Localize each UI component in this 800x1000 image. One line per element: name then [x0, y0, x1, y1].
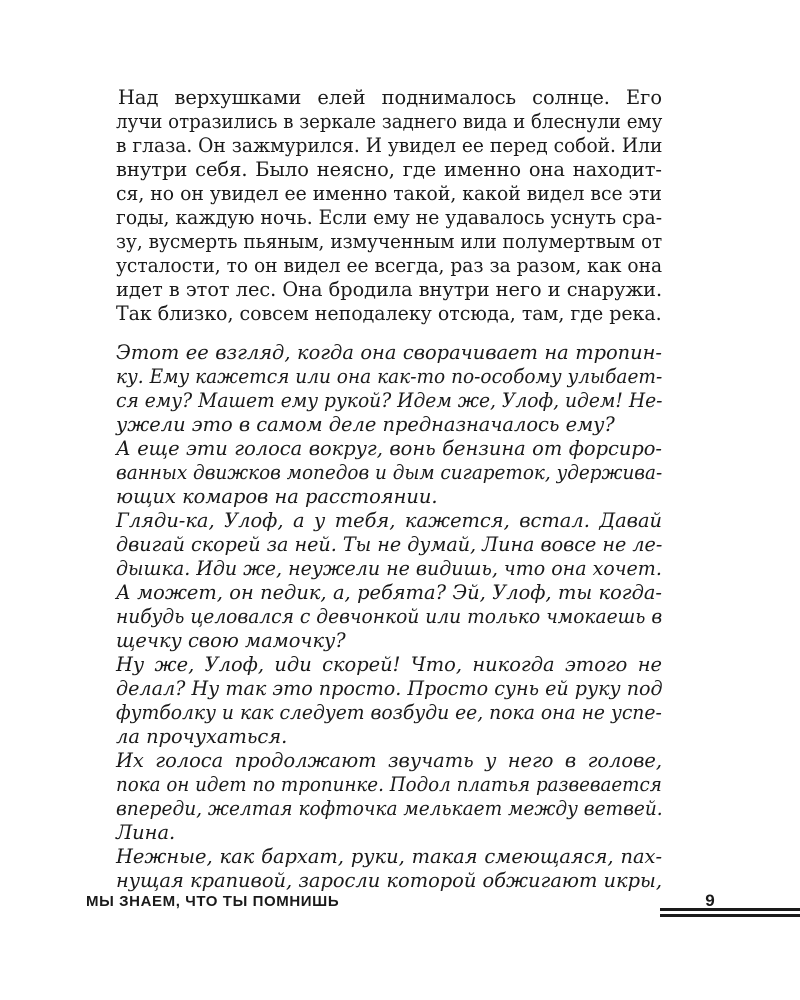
text-line: внутри себя. Было неясно, где именно она находит-: [116, 158, 662, 181]
text-line: Ну же, Улоф, иди скорей! Что, никогда этого не: [116, 653, 662, 676]
text-line: ющих комаров на расстоянии.: [116, 485, 438, 508]
page-number: 9: [705, 891, 715, 910]
text-line: Над верхушками елей поднималось солнце. Его: [118, 86, 662, 109]
text-line: А может, он педик, а, ребята? Эй, Улоф, ты когда-: [116, 581, 662, 604]
text-line: идет в этот лес. Она бродила внутри него и снаружи.: [116, 278, 663, 301]
text-line: Так близко, совсем неподалеку отсюда, там, где река.: [116, 302, 662, 325]
text-line: Их голоса продолжают звучать у него в голове,: [116, 749, 662, 772]
text-line: нущая крапивой, заросли которой обжигают икры,: [116, 869, 662, 892]
text-line: А еще эти голоса вокруг, вонь бензина от форсиро-: [116, 437, 662, 460]
text-line: двигай скорей за ней. Ты не думай, Лина вовсе не ле-: [116, 533, 663, 556]
text-line: впереди, желтая кофточка мелькает между ветвей.: [116, 797, 663, 820]
running-footer-title: МЫ ЗНАЕМ, ЧТО ТЫ ПОМНИШЬ: [86, 893, 340, 910]
text-line: ужели это в самом деле предназначалось ему?: [116, 413, 615, 436]
text-line: усталости, то он видел ее всегда, раз за разом, как она: [116, 254, 663, 277]
text-line: в глаза. Он зажмурился. И увидел ее перед собой. Или: [116, 134, 663, 157]
text-line: Нежные, как бархат, руки, такая смеющаяся, пах-: [116, 845, 662, 868]
text-line: нибудь целовался с девчонкой или только чмокаешь в: [116, 605, 663, 628]
footer-rule-top: [660, 908, 800, 911]
text-line: лучи отразились в зеркале заднего вида и блеснули ему: [116, 110, 663, 133]
text-line: Лина.: [116, 821, 176, 844]
text-line: годы, каждую ночь. Если ему не удавалось уснуть сра-: [116, 206, 663, 229]
text-line: дышка. Иди же, неужели не видишь, что она хочет.: [116, 557, 662, 580]
text-line: ванных движков мопедов и дым сигареток, удержива-: [116, 461, 663, 484]
text-line: Гляди-ка, Улоф, а у тебя, кажется, встал. Давай: [116, 509, 662, 532]
text-line: пока он идет по тропинке. Подол платья развевается: [116, 773, 662, 796]
text-line: футболку и как следует возбуди ее, пока она не успе-: [116, 701, 662, 724]
text-line: ся ему? Машет ему рукой? Идем же, Улоф, идем! Не-: [116, 389, 663, 412]
text-line: Этот ее взгляд, когда она сворачивает на тропин-: [116, 341, 662, 364]
text-line: ся, но он увидел ее именно такой, какой видел все эти: [116, 182, 662, 205]
text-line: ла прочухаться.: [116, 725, 288, 748]
footer-rule-bottom: [660, 914, 800, 917]
paragraph-1: [116, 86, 662, 326]
text-line: ку. Ему кажется или она как-то по-особому улыбает-: [116, 365, 663, 388]
text-line: делал? Ну так это просто. Просто сунь ей руку под: [116, 677, 663, 700]
text-line: щечку свою мамочку?: [116, 629, 346, 652]
italic-passage: [116, 341, 662, 893]
text-line: зу, вусмерть пьяным, измученным или полумертвым от: [116, 230, 663, 253]
